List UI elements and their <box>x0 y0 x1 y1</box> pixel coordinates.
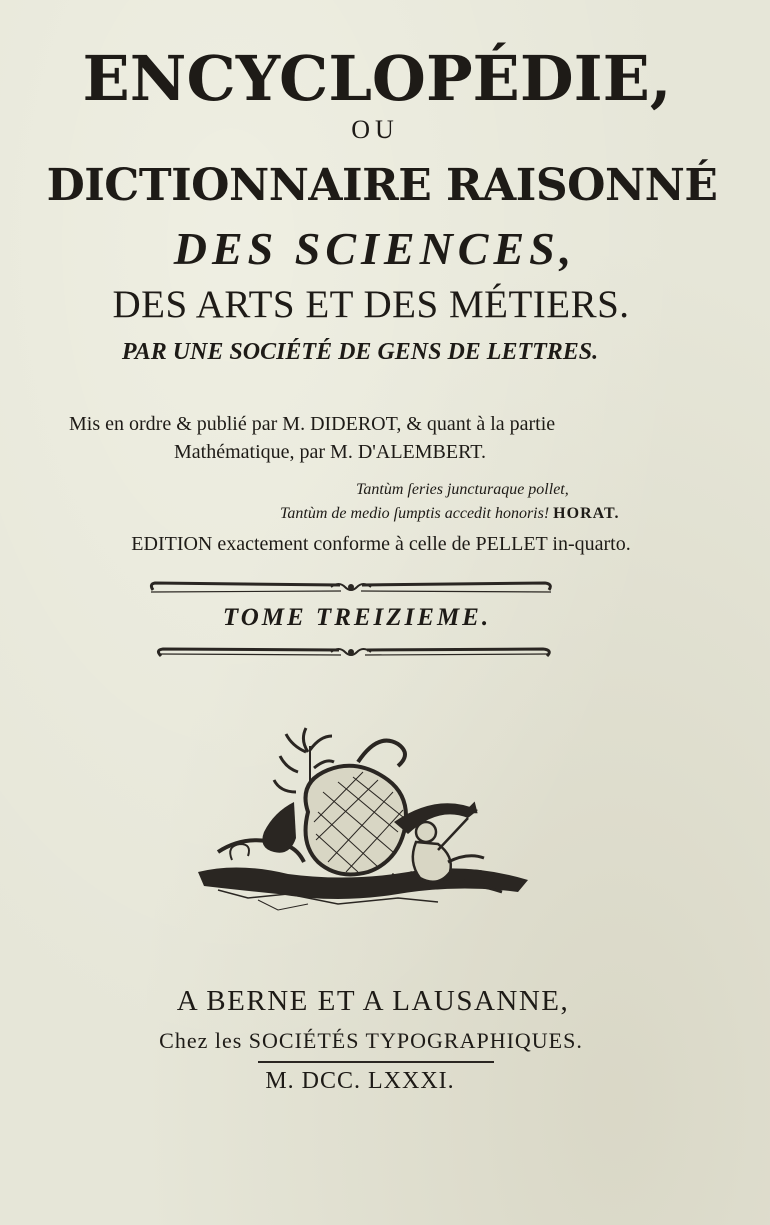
cartouche-cherub-vignette-icon <box>198 722 528 917</box>
divider <box>258 1061 494 1063</box>
edition-note: EDITION exactement conforme à celle de PELLET in-quarto. <box>131 533 631 555</box>
book-title: ENCYCLOPÉDIE, <box>82 42 672 115</box>
epigraph-line-1: Tantùm ſeries juncturaque pollet, <box>356 481 569 498</box>
publication-year: M. DCC. LXXXI. <box>265 1068 455 1094</box>
epigraph-author: HORAT. <box>553 505 620 522</box>
scroll-rule-icon <box>153 640 555 662</box>
subtitle-sciences: DES SCIENCES, <box>173 223 577 274</box>
epigraph-line-2 <box>280 505 619 523</box>
epigraph-line-2-text: Tantùm de medio ſumptis accedit honoris! <box>280 505 550 522</box>
volume-label: TOME TREIZIEME. <box>222 604 492 631</box>
authorship-line: PAR UNE SOCIÉTÉ DE GENS DE LETTRES. <box>121 339 599 365</box>
editors-line-1: Mis en ordre & publié par M. DIDEROT, & quant à la partie <box>69 413 556 435</box>
scroll-rule-icon <box>145 578 557 600</box>
subtitle-arts: DES ARTS ET DES MÉTIERS. <box>112 283 630 326</box>
publication-place: A BERNE ET A LAUSANNE, <box>176 985 570 1017</box>
conjunction-ou: OU <box>351 115 399 144</box>
publisher-line: Chez les SOCIÉTÉS TYPOGRAPHIQUES. <box>159 1028 583 1053</box>
subtitle-dictionnaire: DICTIONNAIRE RAISONNÉ <box>46 160 718 211</box>
editors-line-2: Mathématique, par M. D'ALEMBERT. <box>174 441 486 463</box>
